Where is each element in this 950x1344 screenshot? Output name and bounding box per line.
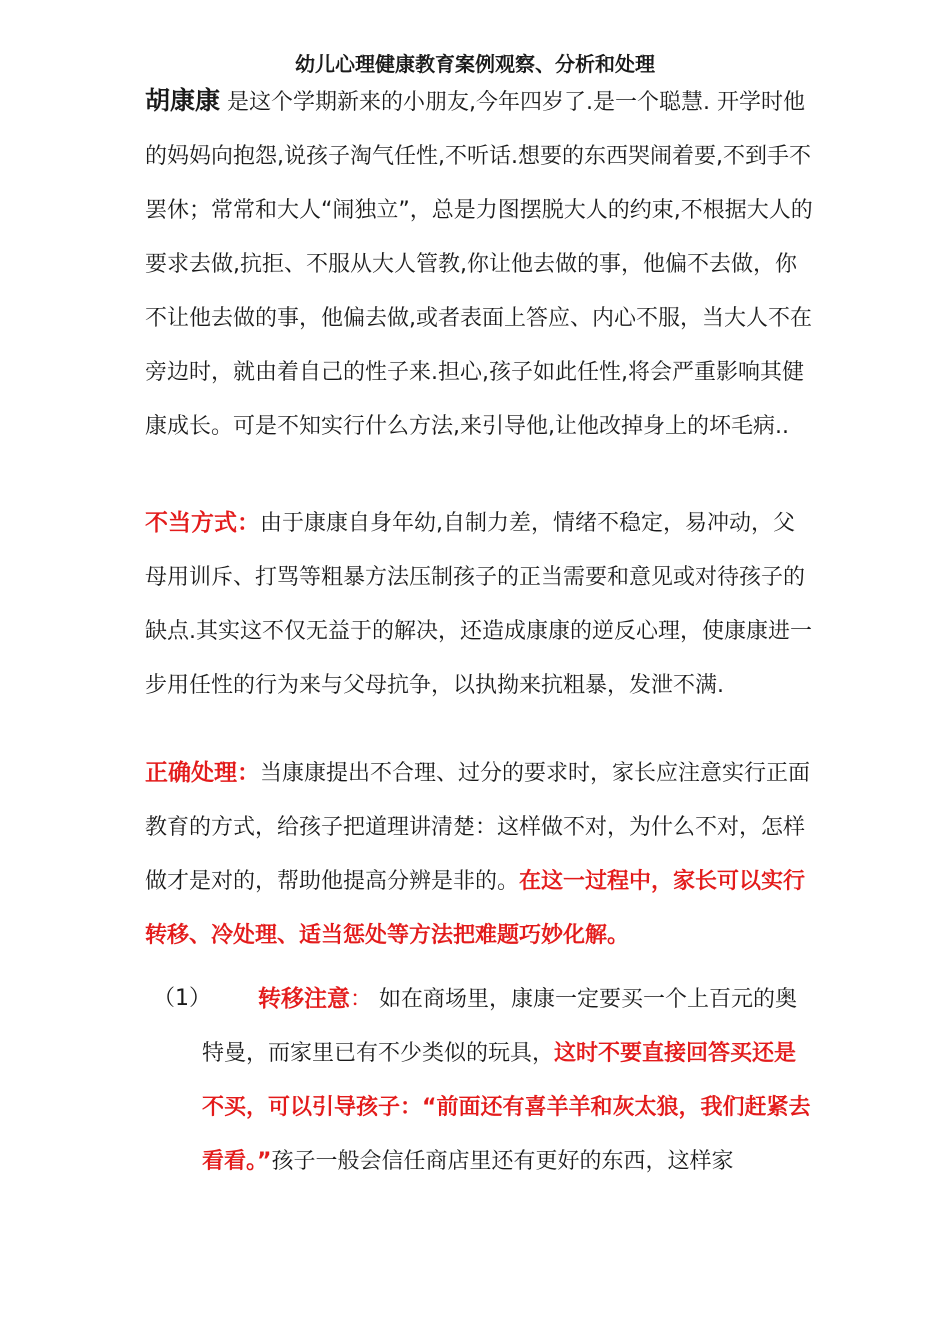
page-title: 幼儿心理健康教育案例观察、分析和处理 (295, 52, 655, 76)
list-item (202, 972, 812, 1189)
correct-emphasis: 在这一过程中，家长可以实行转移、冷处理、适当惩处等方法把难题巧妙化解。 (145, 869, 806, 948)
correct-paragraph (145, 746, 813, 963)
improper-text: 由于康康自身年幼,自制力差，情绪不稳定，易冲动，父母用训斥、打骂等粗暴方法压制孩子的正当需要和意见或对待孩子的缺点.其实这不仅无益于的解决，还造成康康的逆反心理，使康康进一步用任性的行为来与父母抗争，以执拗来抗粗暴，发泄不满. (145, 511, 812, 698)
list-item-colon: ： (350, 987, 373, 1012)
correct-lead: 正确处理： (145, 760, 260, 786)
list-item-number: （1） (153, 986, 211, 1011)
correct-text: 当康康提出不合理、过分的要求时，家长应注意实行正面教育的方式，给孩子把道理讲清楚：这样做不对，为什么不对，怎样做才是对的，帮助他提高分辨是非的。 (145, 761, 811, 894)
intro-lead: 胡康康 (145, 86, 221, 115)
intro-paragraph (145, 74, 813, 454)
list-item-tail: 孩子一般会信任商店里还有更好的东西，这样家 (271, 1149, 734, 1174)
list-item-emphasis: 这时不要直接回答买还是不买，可以引导孩子：“前面还有喜羊羊和灰太狼，我们赶紧去看看。” (202, 1041, 811, 1174)
improper-lead: 不当方式： (145, 510, 260, 536)
list-item-lead: 转移注意 (258, 986, 350, 1012)
intro-text: 是这个学期新来的小朋友,今年四岁了.是一个聪慧. 开学时他的妈妈向抱怨,说孩子淘气任性,不听话.想要的东西哭闹着要,不到手不罢休；常常和大人“闹独立”，总是力图摆脱大人的约束,不根据大人的要求去做,抗拒、不服从大人管教,你让他去做的事，他偏不去做，你不让他去做的事，他偏去做,或者表面上答应、内心不服，当大人不在旁边时，就由着自己的性子来.担心,孩子如此任性,将会严重影响其健康成长。可是不知实行什么方法,来引导他,让他改掉身上的坏毛病.. (145, 90, 813, 439)
improper-paragraph (145, 496, 813, 713)
list-item-text: 如在商场里，康康一定要买一个上百元的奥特曼，而家里已有不少类似的玩具， (202, 987, 798, 1066)
